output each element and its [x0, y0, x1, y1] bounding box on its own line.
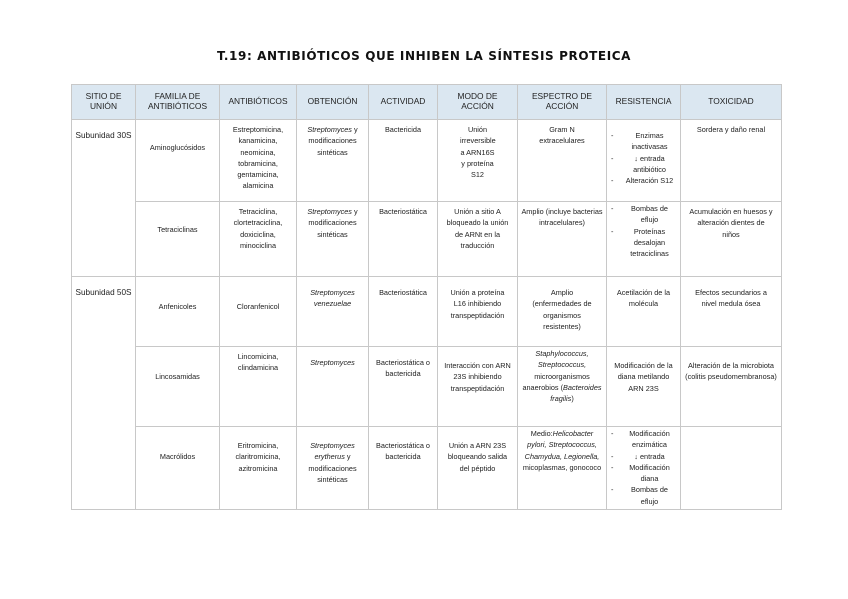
spectrum-organisms: Staphylococcus, Streptococcus, — [535, 349, 589, 370]
spectrum-prefix: Medio: — [530, 429, 553, 438]
antibiotics-cell: Tetraciclina, clortetraciclina, doxiciclina, minociclina — [220, 202, 297, 277]
header-antibiotics: ANTIBIÓTICOS — [220, 85, 297, 120]
toxicity-cell: Efectos secundarios a nivel medula ósea — [681, 277, 782, 347]
antibiotics-cell: Eritromicina, claritromicina, azitromicina — [220, 427, 297, 510]
resistance-item: - Modificación enzimática — [610, 428, 677, 451]
toxicity-cell — [681, 427, 782, 510]
resistance-item: - ↓ entrada antibiótico — [610, 153, 677, 176]
table-row — [72, 120, 782, 202]
activity-cell: Bacteriostática — [369, 202, 438, 277]
spectrum-organism: Bacteroides fragilis — [550, 382, 602, 404]
obtention-organism: Streptomyces — [307, 125, 352, 134]
site-cell: Subunidad 50S — [72, 277, 136, 510]
obtention-cell — [297, 120, 369, 202]
site-cell: Subunidad 30S — [72, 120, 136, 277]
resistance-item: - Proteínas desalojan tetraciclinas — [610, 226, 677, 260]
spectrum-cell — [518, 427, 607, 510]
resistance-list — [610, 130, 677, 186]
activity-cell: Bacteriostática o bactericida — [369, 427, 438, 510]
obtention-organism: Streptomyces — [310, 358, 355, 367]
resistance-item: - Bombas de eflujo — [610, 203, 677, 226]
mode-cell: Unión a sitio A bloqueado la unión de ARNt en la traducción — [438, 202, 518, 277]
mode-cell: Unión a proteína L16 inhibiendo transpeptidación — [438, 277, 518, 347]
activity-cell: Bactericida — [369, 120, 438, 202]
resistance-item: - ↓ entrada — [610, 451, 677, 462]
obtention-organism: Streptomyces — [307, 207, 352, 216]
antibiotics-cell: Lincomicina, clindamicina — [220, 347, 297, 427]
header-obtention: OBTENCIÓN — [297, 85, 369, 120]
header-row — [72, 85, 782, 120]
family-cell: Anfenicoles — [136, 277, 220, 347]
spectrum-organisms: Helicobacter pylori, Streptococcus, Chamydua, Legionella, — [524, 429, 600, 461]
antibiotics-table — [71, 84, 782, 510]
obtention-cell — [297, 427, 369, 510]
header-resistance: RESISTENCIA — [607, 85, 681, 120]
spectrum-cell: Staphylococcus, Streptococcus, microorganismos anaerobios (Bacteroides fragilis) — [518, 347, 607, 427]
resistance-item: - Enzimas inactivasas — [610, 130, 677, 153]
obtention-cell — [297, 202, 369, 277]
toxicity-cell: Sordera y daño renal — [681, 120, 782, 202]
obtention-cell — [297, 347, 369, 427]
resistance-cell — [607, 120, 681, 202]
table-row — [72, 202, 782, 277]
resistance-list — [610, 428, 677, 507]
header-spectrum: ESPECTRO DE ACCIÓN — [518, 85, 607, 120]
antibiotics-cell: Estreptomicina, kanamicina, neomicina, tobramicina, gentamicina, alamicina — [220, 120, 297, 202]
document-title: T.19: ANTIBIÓTICOS QUE INHIBEN LA SÍNTESIS PROTEICA — [216, 49, 632, 63]
family-cell: Aminoglucósidos — [136, 120, 220, 202]
table-row — [72, 427, 782, 510]
header-toxicity: TOXICIDAD — [681, 85, 782, 120]
header-activity: ACTIVIDAD — [369, 85, 438, 120]
table-row — [72, 277, 782, 347]
header-family: FAMILIA DE ANTIBIÓTICOS — [136, 85, 220, 120]
mode-cell: Unión a ARN 23S bloqueando salida del péptido — [438, 427, 518, 510]
resistance-item: - Alteración S12 — [610, 175, 677, 186]
table-row — [72, 347, 782, 427]
resistance-item: - Modificación diana — [610, 462, 677, 485]
spectrum-detail: micoplasmas, gonococo — [522, 462, 602, 472]
header-site: SITIO DE UNIÓN — [72, 85, 136, 120]
resistance-cell — [607, 427, 681, 510]
obtention-organism: Streptomyces erytherus — [310, 441, 355, 462]
spectrum-cell: Amplio (incluye bacterias intracelulares) — [518, 202, 607, 277]
obtention-cell — [297, 277, 369, 347]
family-cell: Macrólidos — [136, 427, 220, 510]
family-cell: Lincosamidas — [136, 347, 220, 427]
toxicity-cell: Alteración de la microbiota (colitis pseudomembranosa) — [681, 347, 782, 427]
activity-cell: Bacteriostática o bactericida — [369, 347, 438, 427]
spectrum-cell: Amplio (enfermedades de organismos resistentes) — [518, 277, 607, 347]
header-mode: MODO DE ACCIÓN — [438, 85, 518, 120]
spectrum-cell: Gram N extracelulares — [518, 120, 607, 202]
activity-cell: Bacteriostática — [369, 277, 438, 347]
obtention-detail: y modificaciones sintéticas — [308, 125, 358, 157]
resistance-cell — [607, 202, 681, 277]
obtention-detail: y modificaciones sintéticas — [308, 452, 357, 484]
spectrum-detail: microorganismos anaerobios — [522, 371, 590, 392]
obtention-organism: Streptomyces venezuelae — [310, 288, 355, 309]
resistance-item: - Bombas de eflujo — [610, 484, 677, 507]
obtention-detail: y modificaciones sintéticas — [308, 207, 358, 239]
family-cell: Tetraciclinas — [136, 202, 220, 277]
toxicity-cell: Acumulación en huesos y alteración dientes de niños — [681, 202, 782, 277]
mode-cell: Interacción con ARN 23S inhibiendo transpeptidación — [438, 347, 518, 427]
resistance-cell: Acetilación de la molécula — [607, 277, 681, 347]
resistance-cell: Modificación de la diana metilando ARN 23S — [607, 347, 681, 427]
antibiotics-cell: Cloranfenicol — [220, 277, 297, 347]
mode-cell: Unión irreversible a ARN16S y proteína S12 — [438, 120, 518, 202]
resistance-list — [610, 203, 677, 259]
